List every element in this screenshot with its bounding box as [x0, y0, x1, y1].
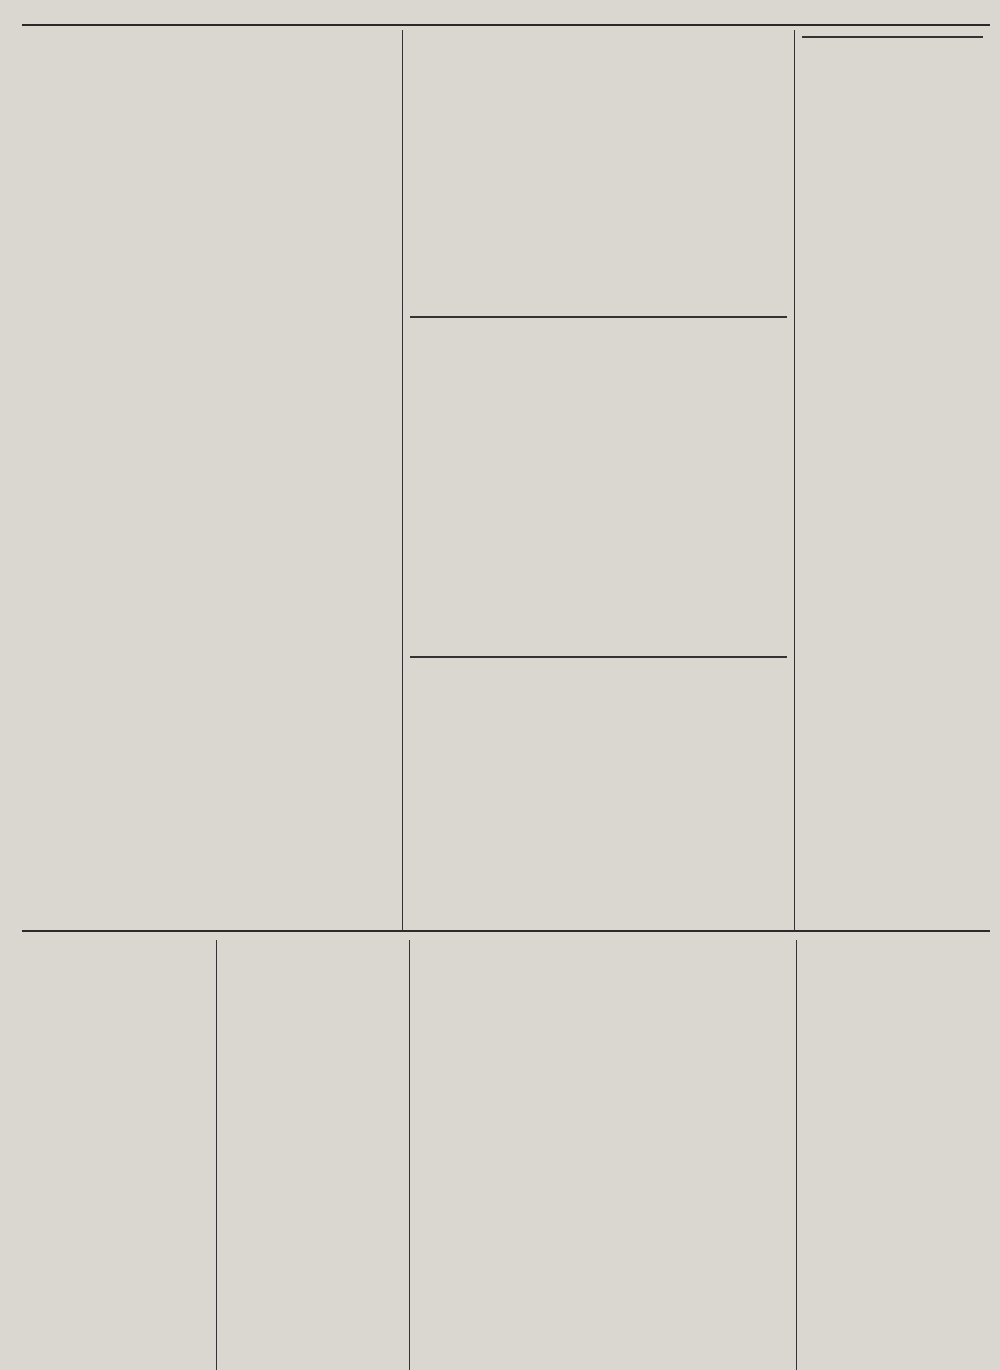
bottom-section	[22, 940, 990, 1370]
article-agri-meeting	[410, 326, 787, 648]
continued-column	[409, 940, 796, 1370]
divider	[410, 316, 787, 318]
article-labour-service	[410, 30, 787, 308]
divider	[410, 656, 787, 658]
news-continued	[796, 940, 990, 1370]
article-body	[29, 54, 395, 864]
top-section	[22, 30, 990, 932]
article-theatre	[22, 30, 402, 930]
article-fire-protection	[410, 666, 787, 926]
section-title	[802, 32, 983, 38]
section-from-ukraine	[794, 30, 990, 930]
continued-column	[22, 940, 216, 1370]
middle-block	[402, 30, 794, 930]
continued-column	[216, 940, 410, 1370]
masthead	[22, 6, 990, 26]
